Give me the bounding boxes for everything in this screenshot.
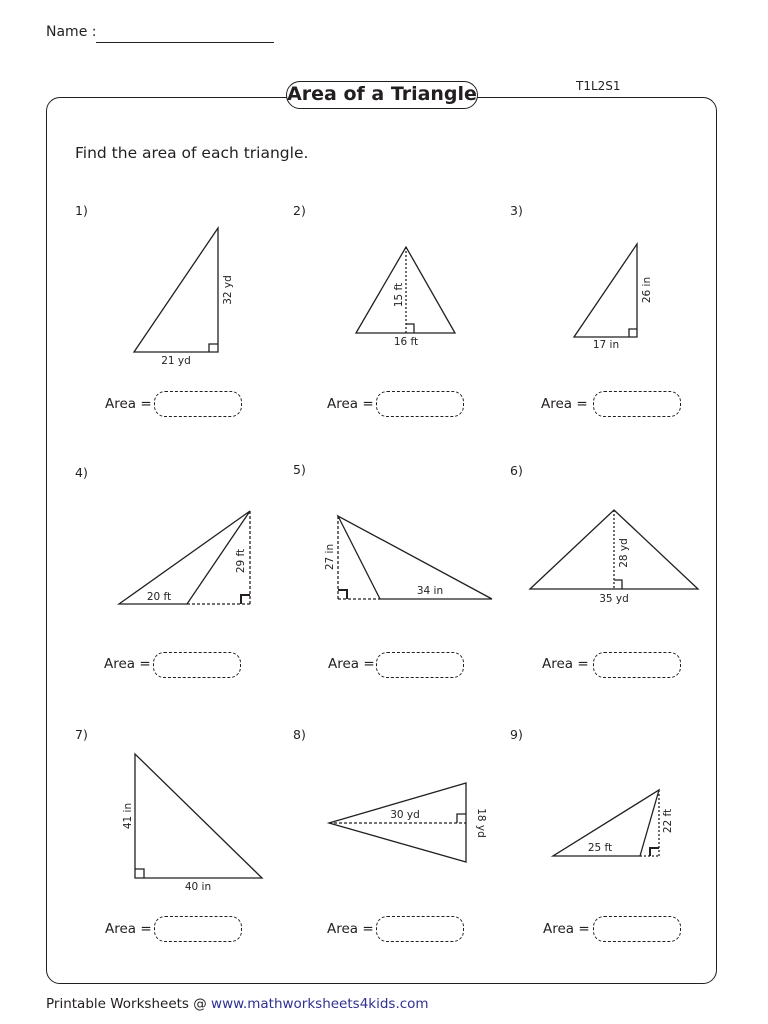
triangle-4 <box>119 511 250 604</box>
height-label-5: 27 in <box>324 543 336 571</box>
base-label-4: 20 ft <box>146 591 172 603</box>
worksheet-title: Area of a Triangle <box>286 81 478 109</box>
height-label-7: 41 in <box>122 802 134 830</box>
area-label-3: Area = <box>541 396 588 412</box>
triangle-7 <box>135 754 262 878</box>
height-label-4: 29 ft <box>235 548 247 574</box>
triangle-8 <box>329 783 466 862</box>
problem-number-5: 5) <box>293 462 306 477</box>
footer <box>46 996 429 1012</box>
height-label-3: 26 in <box>641 276 653 304</box>
problem-number-4: 4) <box>75 465 88 480</box>
area-label-4: Area = <box>104 656 151 672</box>
triangle-5 <box>338 516 492 599</box>
height-label-9: 22 ft <box>662 808 674 834</box>
problem-number-3: 3) <box>510 203 523 218</box>
base-label-5: 34 in <box>416 585 444 597</box>
triangle-6 <box>530 510 698 589</box>
problem-number-8: 8) <box>293 727 306 742</box>
area-label-8: Area = <box>327 921 374 937</box>
base-label-6: 35 yd <box>599 593 629 605</box>
footer-prefix: Printable Worksheets @ <box>46 996 212 1012</box>
footer-link[interactable]: www.mathworksheets4kids.com <box>211 996 429 1012</box>
base-label-7: 40 in <box>184 881 212 893</box>
area-label-9: Area = <box>543 921 590 937</box>
area-label-1: Area = <box>105 396 152 412</box>
problem-number-9: 9) <box>510 727 523 742</box>
base-label-9: 25 ft <box>587 842 613 854</box>
base-label-3: 17 in <box>592 339 620 351</box>
instructions: Find the area of each triangle. <box>75 144 309 162</box>
area-label-5: Area = <box>328 656 375 672</box>
sheet-code: T1L2S1 <box>576 79 621 93</box>
area-label-6: Area = <box>542 656 589 672</box>
height-label-2: 15 ft <box>393 282 405 308</box>
name-label: Name : <box>46 24 97 40</box>
problem-number-1: 1) <box>75 203 88 218</box>
problem-number-7: 7) <box>75 727 88 742</box>
base-label-2: 16 ft <box>393 336 419 348</box>
area-label-7: Area = <box>105 921 152 937</box>
height-label-1: 32 yd <box>222 275 234 305</box>
base-label-1: 21 yd <box>161 355 191 367</box>
triangle-1 <box>134 228 218 352</box>
height-label-8: 18 yd <box>475 808 487 838</box>
area-label-2: Area = <box>327 396 374 412</box>
triangle-2 <box>356 247 455 333</box>
base-label-8: 30 yd <box>390 809 420 821</box>
height-label-6: 28 yd <box>618 538 630 568</box>
problem-number-6: 6) <box>510 463 523 478</box>
triangle-3 <box>574 244 637 337</box>
problem-number-2: 2) <box>293 203 306 218</box>
